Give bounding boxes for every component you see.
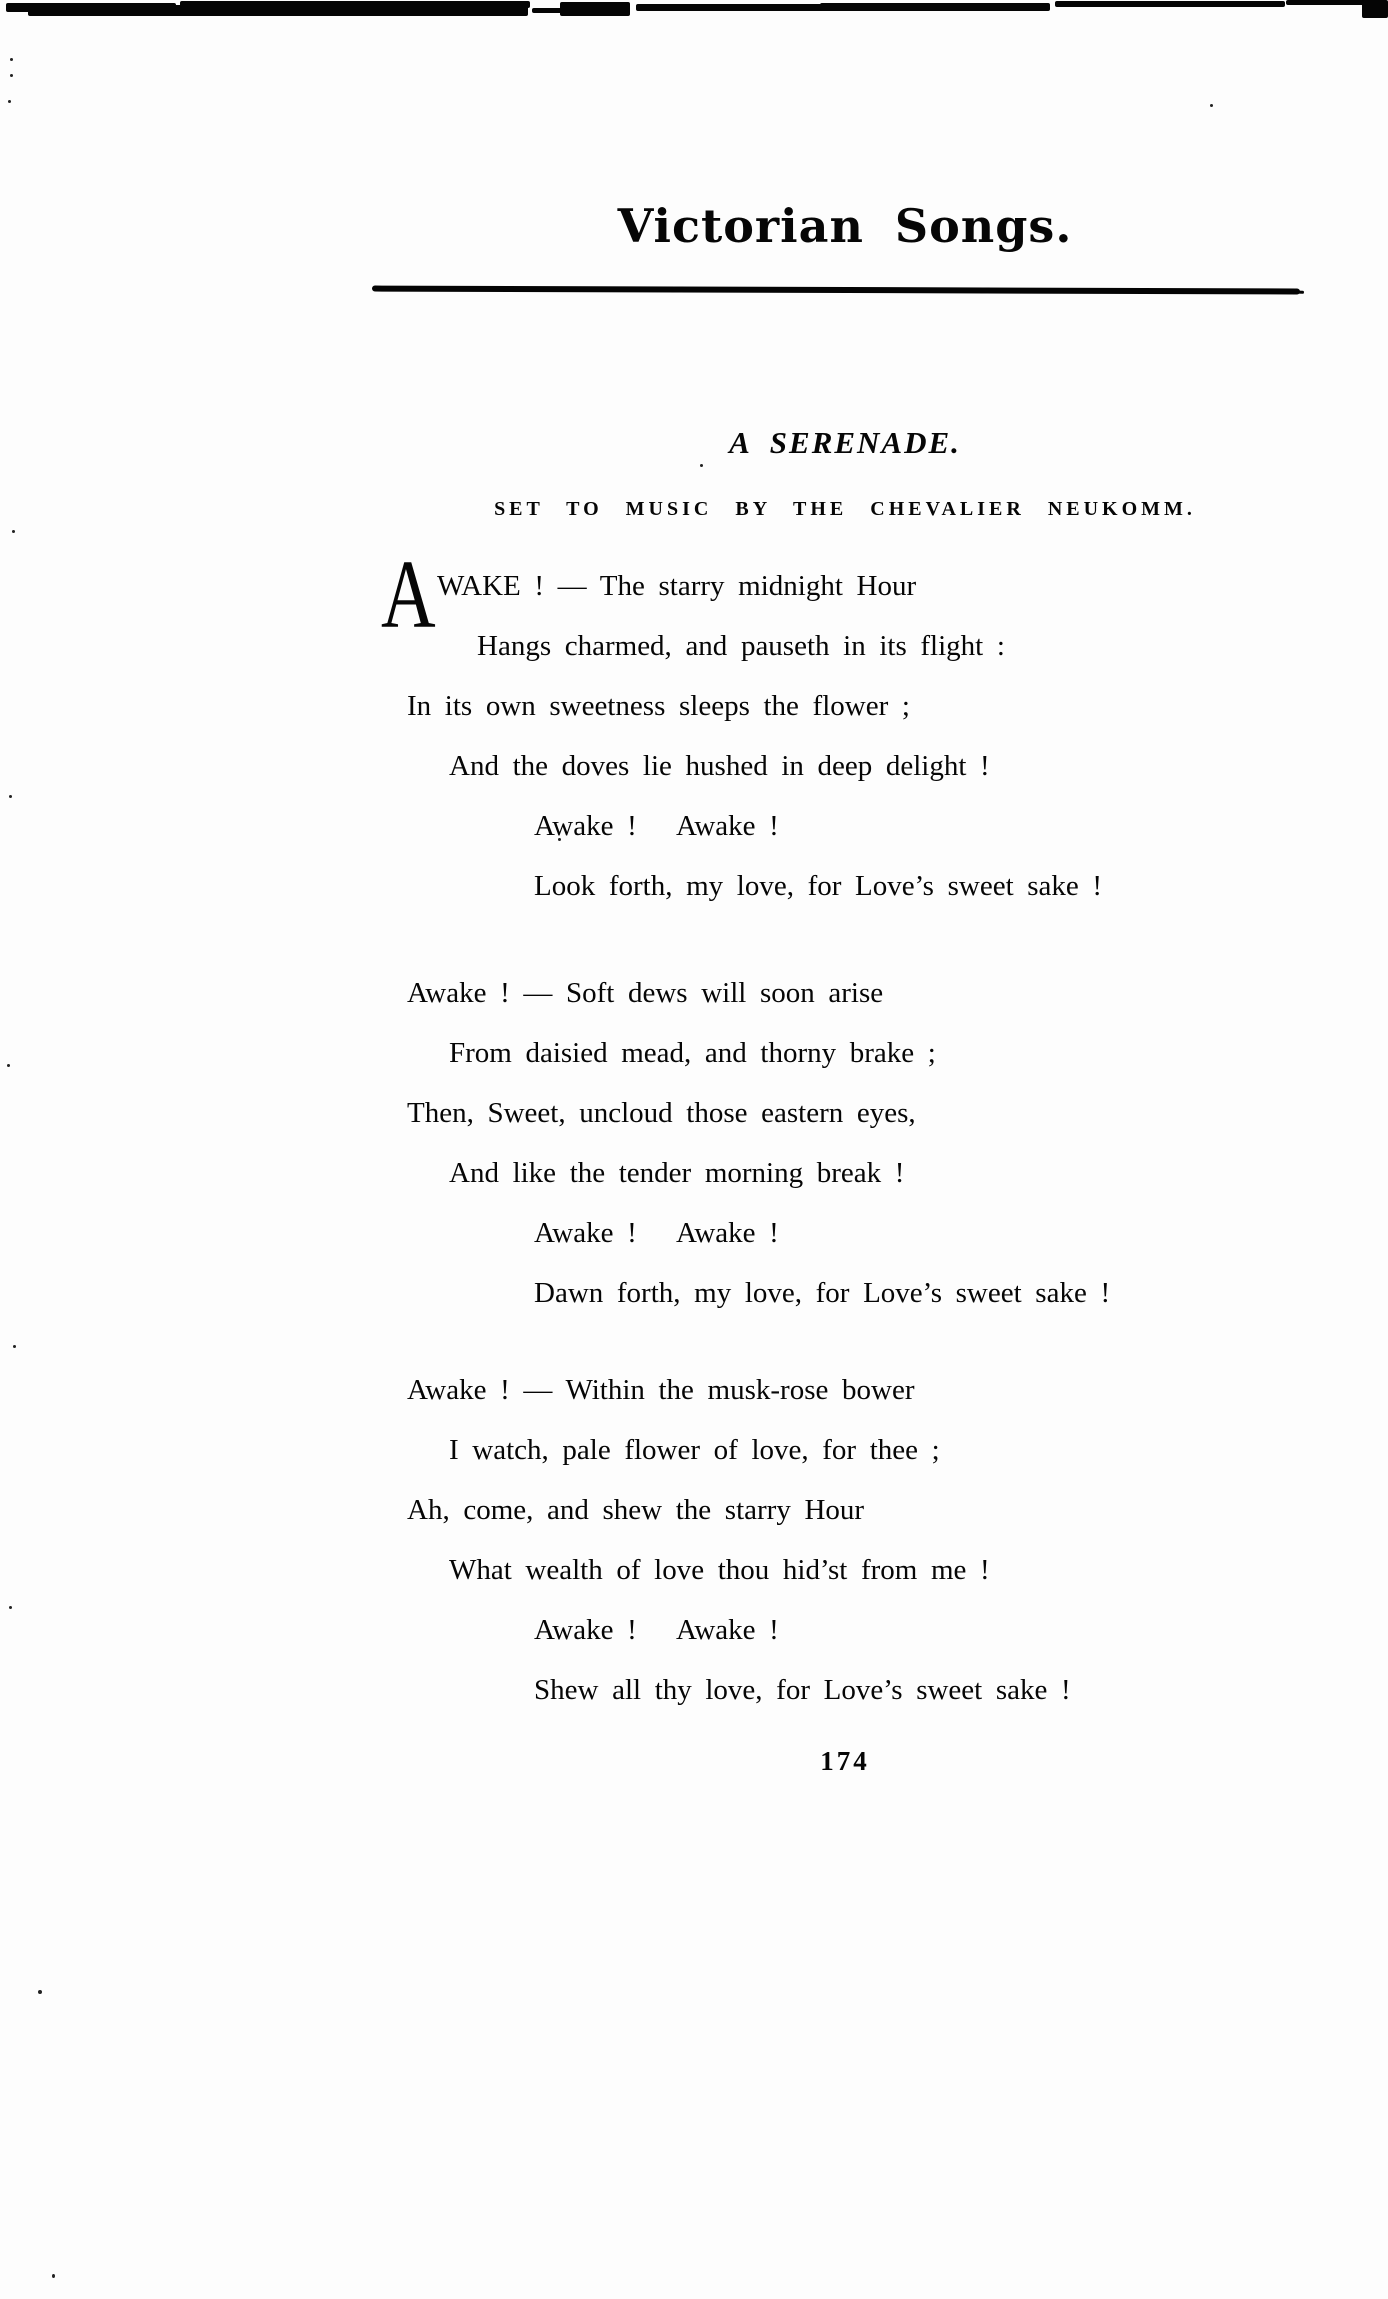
poem-line: WAKE ! — The starry midnight Hour <box>437 570 917 602</box>
scan-speckle <box>12 530 15 533</box>
scan-artifact-segment <box>180 1 530 8</box>
poem-line: Awake ! Awake ! <box>534 1614 779 1646</box>
poem-line: Awake ! — Soft dews will soon arise <box>407 977 884 1009</box>
scan-artifact-segment <box>636 4 826 11</box>
poem-line: Then, Sweet, uncloud those eastern eyes, <box>407 1097 916 1129</box>
poem-title: A SERENADE. <box>729 425 961 460</box>
stanza-2 <box>302 963 1388 1323</box>
poem-line: I watch, pale flower of love, for thee ; <box>449 1434 940 1466</box>
scan-artifact-segment <box>560 2 630 16</box>
scan-speckle <box>7 1064 10 1067</box>
poem-line: Awake ! Awake ! <box>534 810 779 842</box>
drop-cap: A <box>381 541 436 648</box>
header-rule <box>372 286 1300 295</box>
scan-artifact-segment <box>1286 0 1370 5</box>
scan-speckle <box>10 58 13 61</box>
poem-line: Ah, come, and shew the starry Hour <box>407 1494 865 1526</box>
scan-artifact-segment <box>1055 1 1285 7</box>
scan-artifact-segment <box>1362 0 1388 18</box>
poem-subtitle: SET TO MUSIC BY THE CHEVALIER NEUKOMM. <box>494 498 1196 520</box>
poem-line: Awake ! — Within the musk-rose bower <box>407 1374 915 1406</box>
poem-line: Look forth, my love, for Love’s sweet sake ! <box>534 870 1103 902</box>
scan-speckle <box>52 2274 55 2278</box>
poem-line: Hangs charmed, and pauseth in its flight : <box>477 630 1005 662</box>
poem-line: Awake ! Awake ! <box>534 1217 779 1249</box>
scan-speckle <box>10 74 13 77</box>
scan-speckle <box>700 464 703 467</box>
scan-speckle <box>13 1345 16 1348</box>
scan-speckle <box>1210 104 1213 107</box>
scan-speckle <box>38 1990 42 1994</box>
poem-line: What wealth of love thou hid’st from me ! <box>449 1554 990 1586</box>
stanza-3 <box>302 1360 1388 1720</box>
running-header <box>302 200 1388 252</box>
stanza-1 <box>302 541 1388 916</box>
scan-speckle <box>8 100 11 103</box>
poem-line: From daisied mead, and thorny brake ; <box>449 1037 936 1069</box>
poem-line: Dawn forth, my love, for Love’s sweet sake ! <box>534 1277 1111 1309</box>
poem-line: And like the tender morning break ! <box>449 1157 905 1189</box>
poem-line: And the doves lie hushed in deep delight ! <box>449 750 990 782</box>
poem-line: Shew all thy love, for Love’s sweet sake ! <box>534 1674 1071 1706</box>
poem-line: In its own sweetness sleeps the flower ; <box>407 690 910 722</box>
page-number: 174 <box>820 1746 870 1776</box>
running-header-title: Victorian Songs. <box>617 199 1073 253</box>
scan-speckle <box>9 795 12 798</box>
scan-speckle <box>9 1606 12 1609</box>
scan-artifact-segment <box>820 3 1050 11</box>
